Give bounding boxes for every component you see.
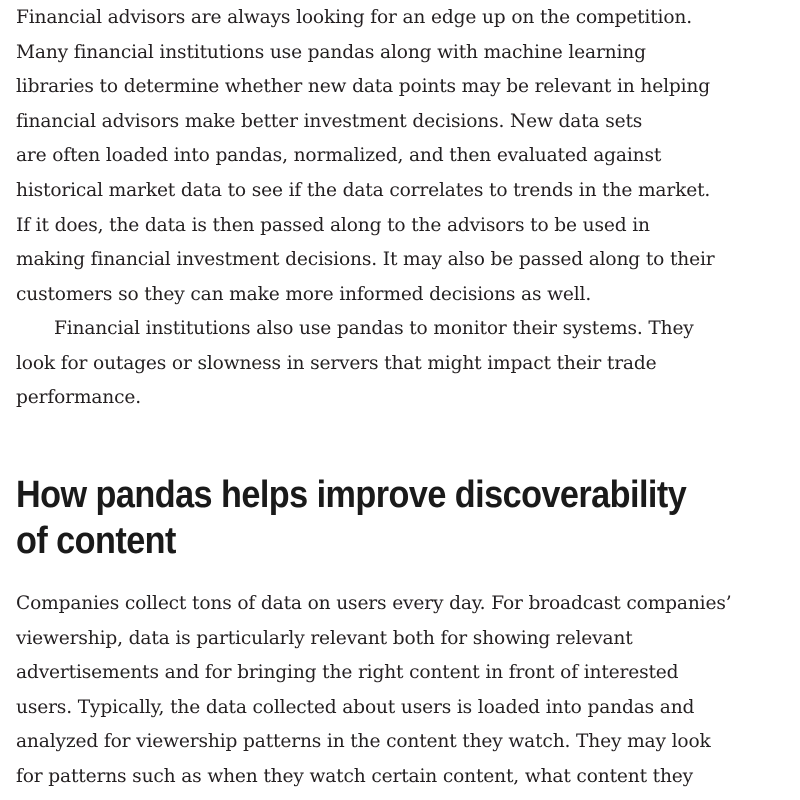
text-line: If it does, the data is then passed along to the advisors to be used in: [16, 214, 650, 236]
text-line: historical market data to see if the data correlates to trends in the market.: [16, 179, 711, 201]
text-line: making financial investment decisions. It may also be passed along to their: [16, 249, 715, 271]
text-line: libraries to determine whether new data points may be relevant in helping: [16, 76, 710, 98]
text-line: Companies collect tons of data on users every day. For broadcast companies’: [16, 593, 732, 614]
text-line: Financial institutions also use pandas to monitor their systems. They: [54, 318, 694, 339]
text-line: users. Typically, the data collected about users is loaded into pandas and: [16, 696, 695, 718]
paragraph-monitor-systems: [16, 312, 694, 416]
text-line: financial advisors make better investment decisions. New data sets: [16, 110, 643, 132]
text-line: for patterns such as when they watch certain content, what content they: [16, 765, 694, 787]
paragraph-financial-advisors: [16, 1, 714, 312]
section-heading: [16, 472, 686, 564]
heading-line: of content: [16, 520, 176, 562]
text-line: performance.: [16, 387, 141, 409]
text-line: are often loaded into pandas, normalized, and then evaluated against: [16, 145, 662, 167]
text-line: viewership, data is particularly relevant both for showing relevant: [16, 627, 633, 649]
text-line: customers so they can make more informed decisions as well.: [16, 283, 592, 305]
paragraph-companies-collect-data: [16, 587, 732, 795]
text-line: Many financial institutions use pandas along with machine learning: [16, 41, 646, 63]
text-line: look for outages or slowness in servers that might impact their trade: [16, 352, 657, 374]
text-line: Financial advisors are always looking for an edge up on the competition.: [16, 7, 692, 28]
heading-line: How pandas helps improve discoverability: [16, 474, 687, 516]
document-page: [16, 0, 786, 800]
text-line: advertisements and for bringing the right content in front of interested: [16, 662, 679, 684]
text-line: analyzed for viewership patterns in the content they watch. They may look: [16, 731, 711, 753]
